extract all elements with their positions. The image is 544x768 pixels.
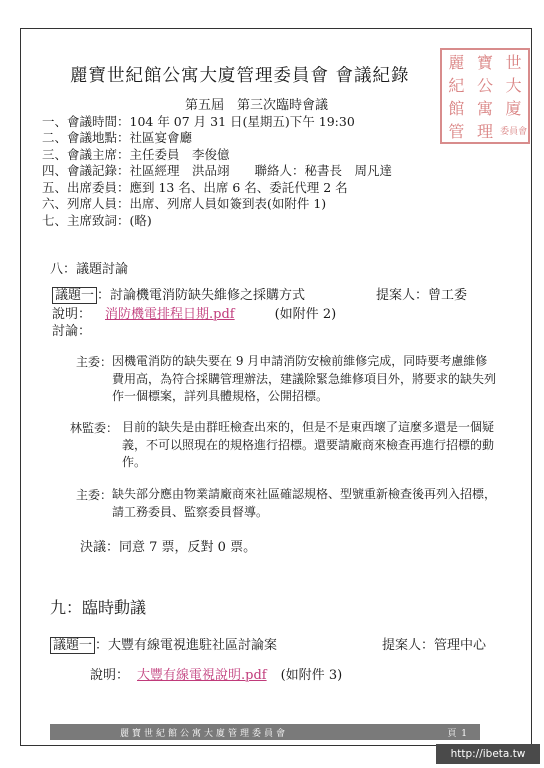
topic-text: ：大豐有線電視進駐社區討論案 [95,638,278,653]
meta-recorder: 四、會議記錄：社區經理 洪品翊 聯絡人：秘書長 周凡達 [42,163,393,178]
topic-text: ：討論機電消防缺失維修之採購方式 [97,288,306,303]
meeting-subtitle: 第五屆 第三次臨時會議 [185,98,329,113]
page-footer [50,724,480,740]
section8-discussion-label: 討論： [52,324,92,339]
footer-text: 麗寶世紀館公寓大廈管理委員會 [120,729,289,739]
section8-topic [52,284,305,303]
section9-heading: 九：臨時動議 [50,598,147,617]
meta-observers: 六、列席人員：出席、列席人員如簽到表(如附件 1) [42,196,327,211]
attachment-link-2[interactable]: 消防機電排程日期.pdf [105,307,235,322]
red-seal-stamp: 麗 寶 世 紀 公 大 館 寓 廈 管 理 委員會 [440,48,530,144]
section8-resolution: 決議：同意 7 票，反對 0 票。 [80,540,257,555]
section8-note: 說明： 消防機電排程日期.pdf (如附件 2) [52,307,337,322]
attachment-link-3[interactable]: 大豐有線電視說明.pdf [137,668,267,683]
section9-note: 說明： 大豐有線電視說明.pdf (如附件 3) [90,668,343,683]
section8-proposer: 提案人：曾工委 [376,288,468,303]
section9-proposer: 提案人：管理中心 [382,638,487,653]
meta-chair: 三、會議主席：主任委員 李俊億 [42,147,230,162]
section9-topic [50,634,277,653]
topic-label-box: 議題一 [50,637,95,654]
document-title: 麗寶世紀館公寓大廈管理委員會 會議紀錄 [70,66,410,86]
section8-heading: 八：議題討論 [50,262,129,277]
watermark-url: http://ibeta.tw [436,744,540,764]
meta-attendees: 五、出席委員：應到 13 名、出席 6 名、委託代理 2 名 [42,180,348,195]
meta-time: 一、會議時間：104 年 07 月 31 日(星期五)下午 19:30 [42,114,355,129]
topic-label-box: 議題一 [52,287,97,304]
footer-page-number: 頁 1 [447,729,468,739]
meta-location: 二、會議地點：社區宴會廳 [42,130,193,145]
meta-speech: 七、主席致詞：(略) [42,213,152,228]
